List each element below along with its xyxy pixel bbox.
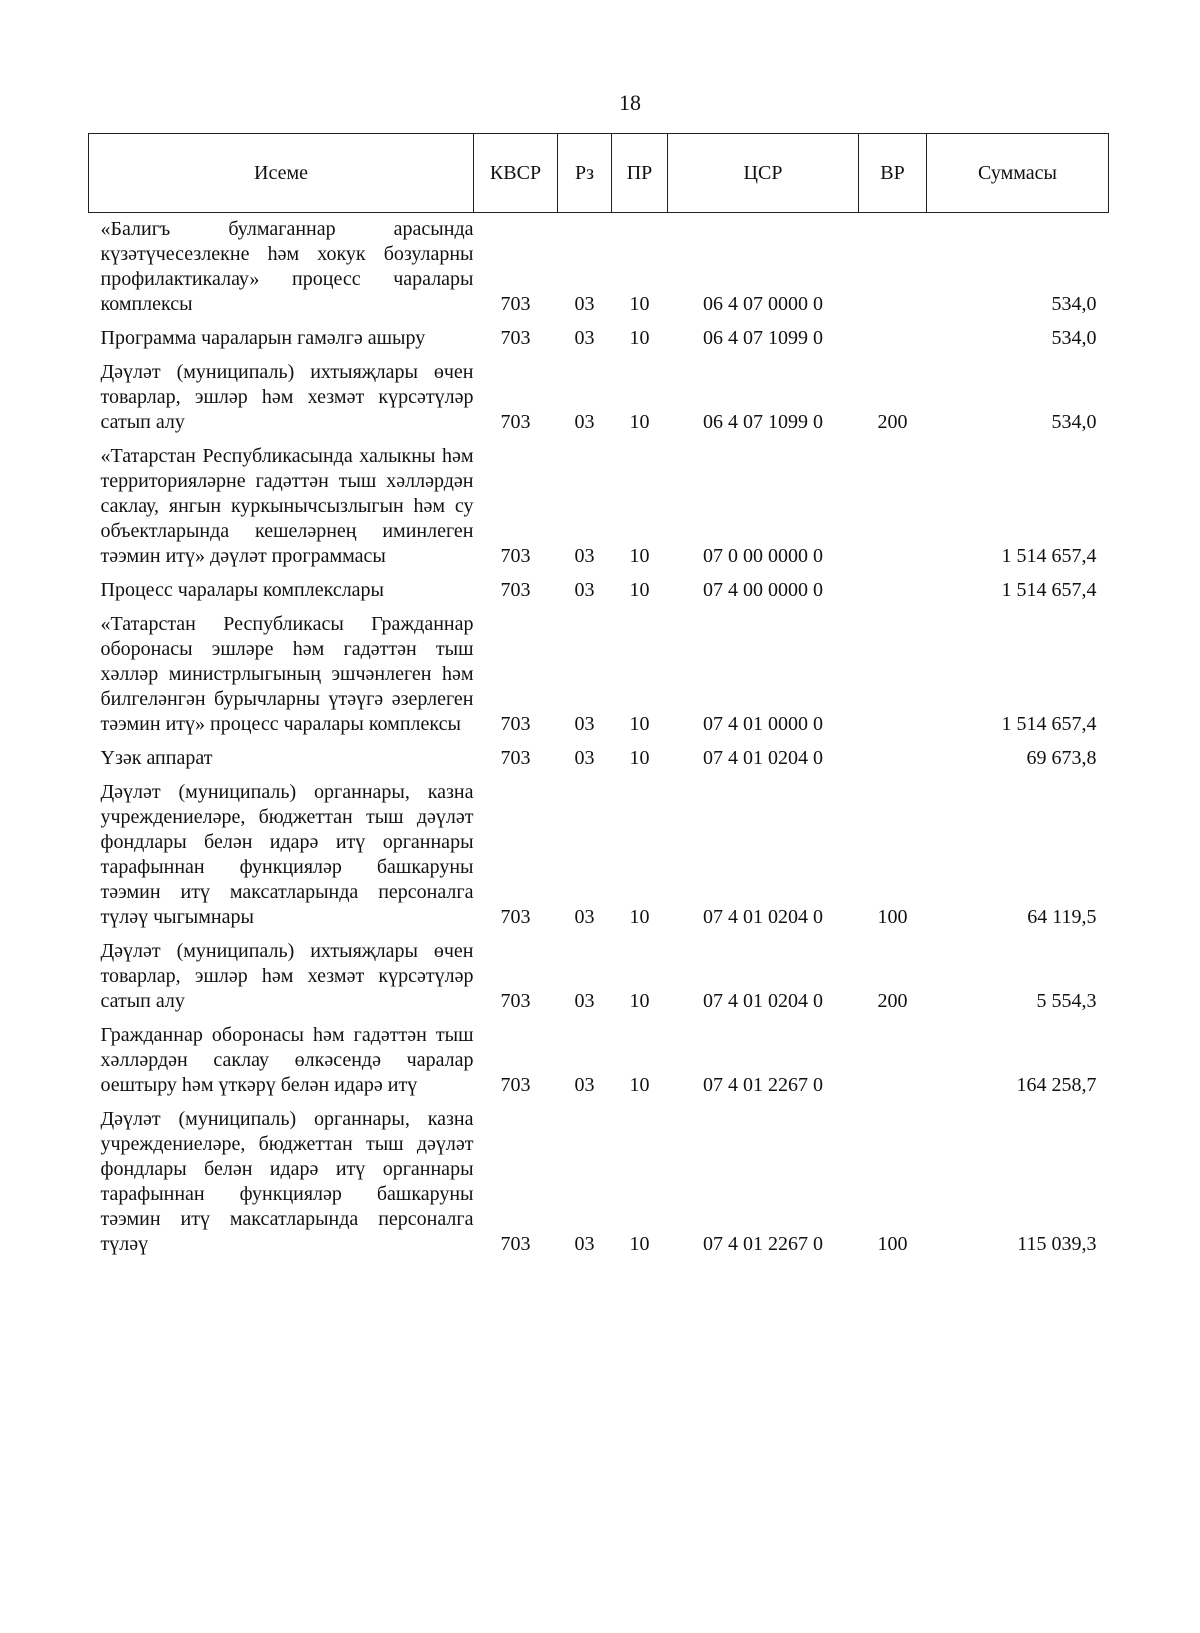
budget-table	[88, 133, 1109, 1262]
row-name: Үзәк аппарат	[100, 747, 213, 769]
row-rz: 03	[574, 545, 595, 567]
row-kvsr: 703	[500, 327, 531, 349]
table-row	[89, 1103, 1109, 1262]
row-kvsr: 703	[500, 1233, 531, 1255]
row-sum: 69 673,8	[1026, 747, 1097, 769]
row-vr	[859, 213, 927, 323]
row-pr: 10	[629, 747, 650, 769]
column-header-name: Исеме	[89, 134, 474, 213]
row-kvsr: 703	[500, 747, 531, 769]
row-pr: 10	[629, 1074, 650, 1096]
row-vr: 100	[877, 1233, 908, 1255]
row-name: «Татарстан Республикасында халыкны һәм территорияләрне гадәттән тыш хәлләрдән саклау, янгын куркынычсызлыгын һәм су объектларында кешеләрнең иминлеген тәэмин итү» дәүләт программасы	[100, 445, 474, 567]
row-rz: 03	[574, 906, 595, 928]
row-csr: 07 4 01 2267 0	[703, 1233, 823, 1255]
row-kvsr: 703	[500, 411, 531, 433]
row-kvsr: 703	[500, 579, 531, 601]
row-vr: 100	[877, 906, 908, 928]
table-row	[89, 322, 1109, 356]
row-pr: 10	[629, 713, 650, 735]
column-header-csr: ЦСР	[668, 134, 859, 213]
column-header-pr: ПР	[612, 134, 668, 213]
table-row	[89, 1019, 1109, 1103]
row-pr: 10	[629, 327, 650, 349]
row-sum: 1 514 657,4	[1001, 713, 1097, 735]
row-csr: 06 4 07 1099 0	[703, 411, 823, 433]
row-rz: 03	[574, 411, 595, 433]
page-number: 18	[619, 90, 641, 115]
column-header-vr: ВР	[859, 134, 927, 213]
row-rz: 03	[574, 990, 595, 1012]
row-sum: 1 514 657,4	[1001, 579, 1097, 601]
row-pr: 10	[629, 293, 650, 315]
row-rz: 03	[574, 1074, 595, 1096]
row-csr: 07 0 00 0000 0	[703, 545, 823, 567]
table-row	[89, 776, 1109, 935]
row-rz: 03	[574, 747, 595, 769]
row-name: Дәүләт (муниципаль) ихтыяҗлары өчен товарлар, эшләр һәм хезмәт күрсәтүләр сатып алу	[100, 361, 474, 433]
table-header	[89, 134, 1109, 213]
row-pr: 10	[629, 411, 650, 433]
table-row	[89, 742, 1109, 776]
row-pr: 10	[629, 579, 650, 601]
row-sum: 1 514 657,4	[1001, 545, 1097, 567]
row-csr: 07 4 01 0204 0	[703, 906, 823, 928]
table-row	[89, 935, 1109, 1019]
row-sum: 115 039,3	[1017, 1233, 1097, 1255]
row-pr: 10	[629, 1233, 650, 1255]
row-vr: 200	[877, 990, 908, 1012]
row-kvsr: 703	[500, 906, 531, 928]
table-row	[89, 213, 1109, 323]
row-name: Дәүләт (муниципаль) органнары, казна учреждениеләре, бюджеттан тыш дәүләт фондлары белән идарә итү органнары тарафыннан функцияләр башкаруны тәэмин итү максатларында персоналга түләү	[100, 1108, 474, 1255]
row-name: Дәүләт (муниципаль) органнары, казна учреждениеләре, бюджеттан тыш дәүләт фондлары белән идарә итү органнары тарафыннан функцияләр башкаруны тәэмин итү максатларында персоналга түләү чыгымнары	[100, 781, 474, 928]
row-kvsr: 703	[500, 990, 531, 1012]
row-rz: 03	[574, 579, 595, 601]
column-header-sum: Суммасы	[927, 134, 1109, 213]
row-kvsr: 703	[500, 713, 531, 735]
row-vr	[859, 742, 927, 776]
row-sum: 64 119,5	[1027, 906, 1097, 928]
row-csr: 07 4 01 2267 0	[703, 1074, 823, 1096]
row-rz: 03	[574, 1233, 595, 1255]
row-name: Процесс чаралары комплекслары	[100, 579, 384, 601]
row-csr: 06 4 07 1099 0	[703, 327, 823, 349]
row-csr: 07 4 01 0204 0	[703, 747, 823, 769]
row-sum: 534,0	[1051, 411, 1097, 433]
row-vr	[859, 1019, 927, 1103]
row-kvsr: 703	[500, 1074, 531, 1096]
row-name: «Балигъ булмаганнар арасында күзәтүчесезлекне һәм хокук бозуларны профилактикалау» процесс чаралары комплексы	[100, 218, 474, 315]
row-rz: 03	[574, 713, 595, 735]
row-name: Программа чараларын гамәлгә ашыру	[100, 327, 426, 349]
row-kvsr: 703	[500, 545, 531, 567]
row-vr	[859, 608, 927, 742]
row-csr: 07 4 01 0204 0	[703, 990, 823, 1012]
row-vr	[859, 440, 927, 574]
table-row	[89, 608, 1109, 742]
row-name: Дәүләт (муниципаль) ихтыяҗлары өчен товарлар, эшләр һәм хезмәт күрсәтүләр сатып алу	[100, 940, 474, 1012]
row-rz: 03	[574, 293, 595, 315]
row-vr: 200	[877, 411, 908, 433]
row-sum: 534,0	[1051, 327, 1097, 349]
column-header-kvsr: КВСР	[474, 134, 558, 213]
column-header-rz: Рз	[558, 134, 612, 213]
row-vr	[859, 322, 927, 356]
row-sum: 164 258,7	[1016, 1074, 1097, 1096]
row-pr: 10	[629, 906, 650, 928]
row-pr: 10	[629, 990, 650, 1012]
row-name: «Татарстан Республикасы Гражданнар оборонасы эшләре һәм гадәттән тыш хәлләр министрлыгының эшчәнлеген һәм билгеләнгән бурычларны үтәүгә әзерлеген тәэмин итү» процесс чаралары комплексы	[100, 613, 474, 735]
row-name: Гражданнар оборонасы һәм гадәттән тыш хәлләрдән саклау өлкәсендә чаралар оештыру һәм үткәрү белән идарә итү	[100, 1024, 474, 1096]
row-vr	[859, 574, 927, 608]
row-csr: 07 4 00 0000 0	[703, 579, 823, 601]
row-sum: 5 554,3	[1036, 990, 1097, 1012]
row-csr: 06 4 07 0000 0	[703, 293, 823, 315]
row-kvsr: 703	[500, 293, 531, 315]
row-rz: 03	[574, 327, 595, 349]
row-csr: 07 4 01 0000 0	[703, 713, 823, 735]
table-row	[89, 574, 1109, 608]
table-row	[89, 440, 1109, 574]
row-pr: 10	[629, 545, 650, 567]
table-row	[89, 356, 1109, 440]
row-sum: 534,0	[1051, 293, 1097, 315]
